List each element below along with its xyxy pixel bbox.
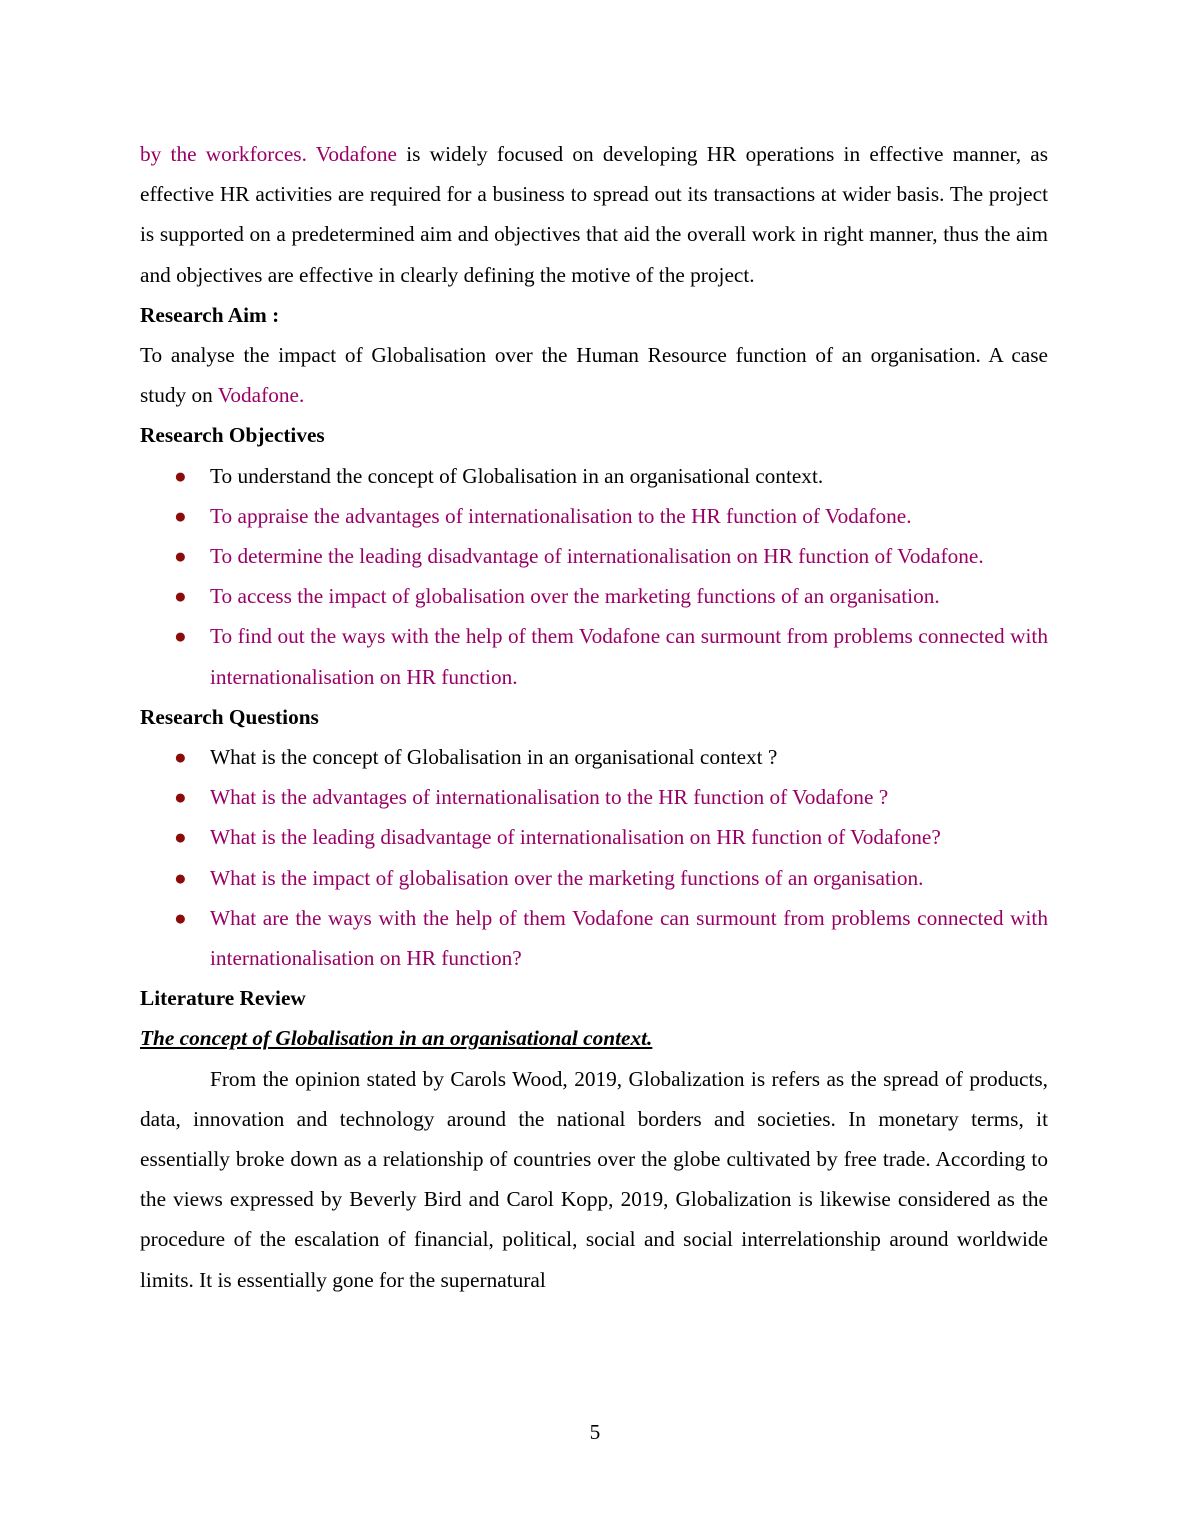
research-objectives-heading: Research Objectives: [140, 423, 325, 448]
question-text: What is the concept of Globalisation in an organisational context ?: [210, 745, 778, 770]
document-page: [140, 134, 1048, 1300]
list-item: [140, 777, 1048, 817]
list-item: [140, 858, 1048, 898]
bullet-icon: ●: [174, 463, 187, 488]
research-aim-text: [140, 335, 1048, 415]
bullet-icon: ●: [174, 785, 187, 810]
aim-text: To analyse the impact of Globalisation over the Human Resource function of an organisation. A case study on: [140, 343, 1048, 408]
objective-text: To determine the leading disadvantage of internationalisation on HR function of Vodafone.: [210, 544, 984, 569]
bullet-icon: ●: [174, 624, 187, 649]
bullet-icon: ●: [174, 745, 187, 770]
objectives-list: [140, 456, 1048, 697]
list-item: [140, 817, 1048, 857]
objective-text: To appraise the advantages of internationalisation to the HR function of Vodafone.: [210, 503, 912, 528]
bullet-icon: ●: [174, 825, 187, 850]
research-questions-heading: Research Questions: [140, 704, 319, 729]
bullet-icon: ●: [174, 865, 187, 890]
objective-text: To understand the concept of Globalisation in an organisational context.: [210, 463, 824, 488]
literature-subheading: The concept of Globalisation in an organisational context.: [140, 1026, 653, 1051]
bullet-icon: ●: [174, 584, 187, 609]
questions-list: [140, 737, 1048, 978]
question-text: What is the impact of globalisation over the marketing functions of an organisation.: [210, 865, 924, 890]
literature-paragraph: From the opinion stated by Carols Wood, 2019, Globalization is refers as the spread of products, data, innovation and technology around the national borders and societies. In monetary terms, it essentially broke down as a relationship of countries over the globe cultivated by free trade. According to the views expressed by Beverly Bird and Carol Kopp, 2019, Globalization is likewise considered as the procedure of the escalation of financial, political, social and social interrelationship around worldwide limits. It is essentially gone for the supernatural: [140, 1066, 1048, 1292]
literature-review-heading: Literature Review: [140, 986, 306, 1011]
question-text: What is the leading disadvantage of internationalisation on HR function of Vodafone?: [210, 825, 941, 850]
bullet-icon: ●: [174, 905, 187, 930]
list-item: [140, 616, 1048, 696]
objective-text: To find out the ways with the help of them Vodafone can surmount from problems connected with internationalisation on HR function.: [210, 624, 1048, 689]
objective-text: To access the impact of globalisation over the marketing functions of an organisation.: [210, 584, 940, 609]
intro-text: is widely focused on developing HR operations in effective manner, as effective HR activities are required for a business to spread out its transactions at wider basis. The project is supported on a predetermined aim and objectives that aid the overall work in right manner, thus the aim and objectives are effective in clearly defining the motive of the project.: [140, 142, 1048, 287]
aim-highlight: Vodafone.: [217, 383, 305, 408]
page-number: 5: [589, 1420, 601, 1444]
list-item: [140, 737, 1048, 777]
list-item: [140, 536, 1048, 576]
intro-paragraph: [140, 134, 1048, 295]
bullet-icon: ●: [174, 503, 187, 528]
intro-highlight: by the workforces. Vodafone: [140, 142, 397, 166]
list-item: [140, 898, 1048, 978]
bullet-icon: ●: [174, 544, 187, 569]
list-item: [140, 496, 1048, 536]
list-item: [140, 456, 1048, 496]
list-item: [140, 576, 1048, 616]
question-text: What are the ways with the help of them Vodafone can surmount from problems connected with internationalisation on HR function?: [210, 905, 1048, 971]
question-text: What is the advantages of internationalisation to the HR function of Vodafone ?: [210, 785, 889, 810]
research-aim-heading: Research Aim :: [140, 302, 280, 327]
